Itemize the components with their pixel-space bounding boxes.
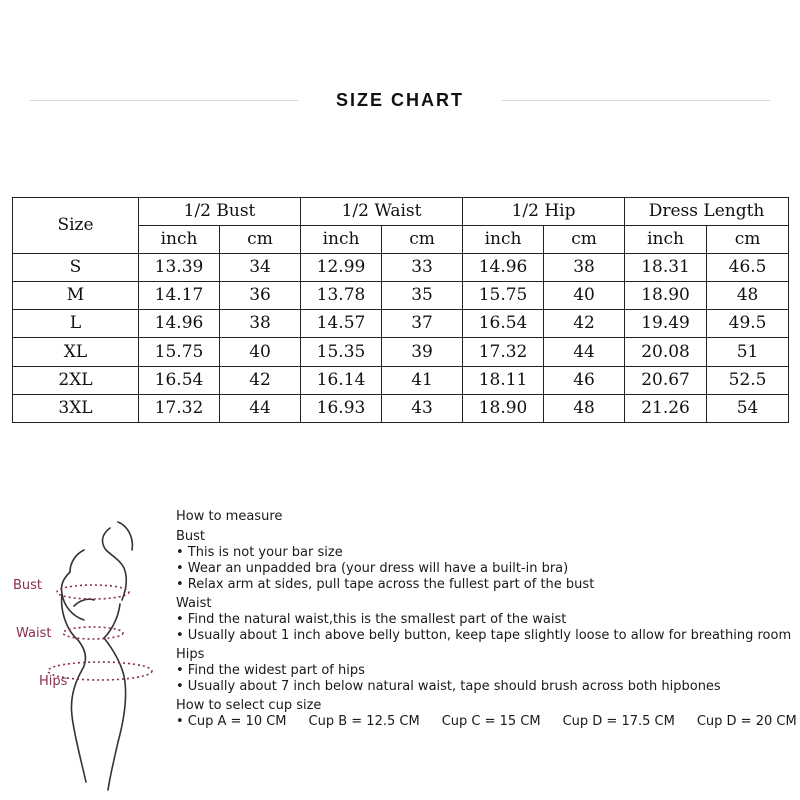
body-figure [0, 520, 170, 795]
group-header-bust: 1/2 Bust [139, 198, 301, 226]
value-cell: 14.96 [139, 310, 220, 338]
unit-header: inch [139, 226, 220, 254]
cup-size-title: How to select cup size [176, 698, 322, 713]
value-cell: 42 [220, 366, 301, 394]
value-cell: 41 [382, 366, 463, 394]
value-cell: 15.75 [139, 338, 220, 366]
group-header-hip: 1/2 Hip [463, 198, 625, 226]
bust-figure-label: Bust [13, 578, 43, 593]
value-cell: 12.99 [301, 254, 382, 282]
table-row [13, 338, 789, 366]
guide-bullet: • Relax arm at sides, pull tape across the fullest part of the bust [176, 577, 595, 592]
value-cell: 13.39 [139, 254, 220, 282]
value-cell: 17.32 [463, 338, 544, 366]
size-cell: S [13, 254, 139, 282]
value-cell: 21.26 [625, 394, 707, 422]
value-cell: 43 [382, 394, 463, 422]
guide-bullet: • Usually about 1 inch above belly button, keep tape slightly loose to allow for breathing room [176, 628, 792, 643]
size-cell: 2XL [13, 366, 139, 394]
guide-heading: How to measure [176, 509, 283, 524]
table-row [13, 310, 789, 338]
value-cell: 16.93 [301, 394, 382, 422]
guide-section-title: Bust [176, 529, 206, 544]
value-cell: 20.67 [625, 366, 707, 394]
unit-header: cm [544, 226, 625, 254]
value-cell: 44 [220, 394, 301, 422]
value-cell: 14.57 [301, 310, 382, 338]
value-cell: 16.54 [463, 310, 544, 338]
value-cell: 54 [707, 394, 789, 422]
cup-size-item: Cup D = 20 CM [696, 714, 797, 729]
page-title: SIZE CHART [336, 90, 464, 110]
value-cell: 48 [707, 282, 789, 310]
waist-figure-label: Waist [16, 626, 52, 641]
value-cell: 46 [544, 366, 625, 394]
value-cell: 49.5 [707, 310, 789, 338]
value-cell: 18.11 [463, 366, 544, 394]
cup-size-item: Cup C = 15 CM [441, 714, 541, 729]
value-cell: 18.90 [625, 282, 707, 310]
value-cell: 40 [544, 282, 625, 310]
unit-header: inch [463, 226, 544, 254]
value-cell: 16.14 [301, 366, 382, 394]
value-cell: 14.96 [463, 254, 544, 282]
guide-section-title: Waist [176, 596, 212, 611]
body-silhouette-icon [0, 520, 170, 795]
guide-section-title: Hips [176, 647, 205, 662]
value-cell: 16.54 [139, 366, 220, 394]
value-cell: 52.5 [707, 366, 789, 394]
value-cell: 35 [382, 282, 463, 310]
value-cell: 48 [544, 394, 625, 422]
guide-sections [176, 529, 796, 695]
guide-bullet: • This is not your bar size [176, 545, 343, 560]
table-row [13, 282, 789, 310]
guide-bullet: • Find the natural waist,this is the smallest part of the waist [176, 612, 567, 627]
value-cell: 44 [544, 338, 625, 366]
title-divider-right [502, 100, 770, 101]
title-row [0, 88, 800, 112]
unit-header: cm [382, 226, 463, 254]
value-cell: 19.49 [625, 310, 707, 338]
cup-size-item: • Cup A = 10 CM [176, 714, 287, 729]
table-body [13, 254, 789, 423]
value-cell: 46.5 [707, 254, 789, 282]
unit-header: cm [707, 226, 789, 254]
table-row [13, 366, 789, 394]
value-cell: 38 [544, 254, 625, 282]
value-cell: 18.90 [463, 394, 544, 422]
value-cell: 18.31 [625, 254, 707, 282]
size-column-header: Size [13, 198, 139, 254]
value-cell: 37 [382, 310, 463, 338]
value-cell: 14.17 [139, 282, 220, 310]
value-cell: 33 [382, 254, 463, 282]
hips-figure-label: Hips [39, 674, 68, 689]
guide-bullet: • Find the widest part of hips [176, 663, 365, 678]
unit-header: inch [625, 226, 707, 254]
guide-bullet: • Usually about 7 inch below natural waist, tape should brush across both hipbones [176, 679, 721, 694]
cup-size-item: Cup B = 12.5 CM [308, 714, 420, 729]
value-cell: 15.75 [463, 282, 544, 310]
value-cell: 17.32 [139, 394, 220, 422]
size-cell: XL [13, 338, 139, 366]
table-row [13, 394, 789, 422]
value-cell: 36 [220, 282, 301, 310]
value-cell: 13.78 [301, 282, 382, 310]
value-cell: 40 [220, 338, 301, 366]
guide-bullet: • Wear an unpadded bra (your dress will have a built-in bra) [176, 561, 569, 576]
size-cell: 3XL [13, 394, 139, 422]
size-table [12, 197, 789, 423]
value-cell: 38 [220, 310, 301, 338]
value-cell: 51 [707, 338, 789, 366]
cup-size-list [176, 714, 796, 730]
unit-header: cm [220, 226, 301, 254]
size-cell: M [13, 282, 139, 310]
value-cell: 20.08 [625, 338, 707, 366]
unit-header: inch [301, 226, 382, 254]
size-cell: L [13, 310, 139, 338]
value-cell: 42 [544, 310, 625, 338]
table-group-header-row [13, 198, 789, 226]
cup-size-item: Cup D = 17.5 CM [562, 714, 675, 729]
value-cell: 15.35 [301, 338, 382, 366]
value-cell: 34 [220, 254, 301, 282]
table-row [13, 254, 789, 282]
group-header-waist: 1/2 Waist [301, 198, 463, 226]
group-header-dress-length: Dress Length [625, 198, 789, 226]
value-cell: 39 [382, 338, 463, 366]
measurement-guide [176, 508, 796, 730]
